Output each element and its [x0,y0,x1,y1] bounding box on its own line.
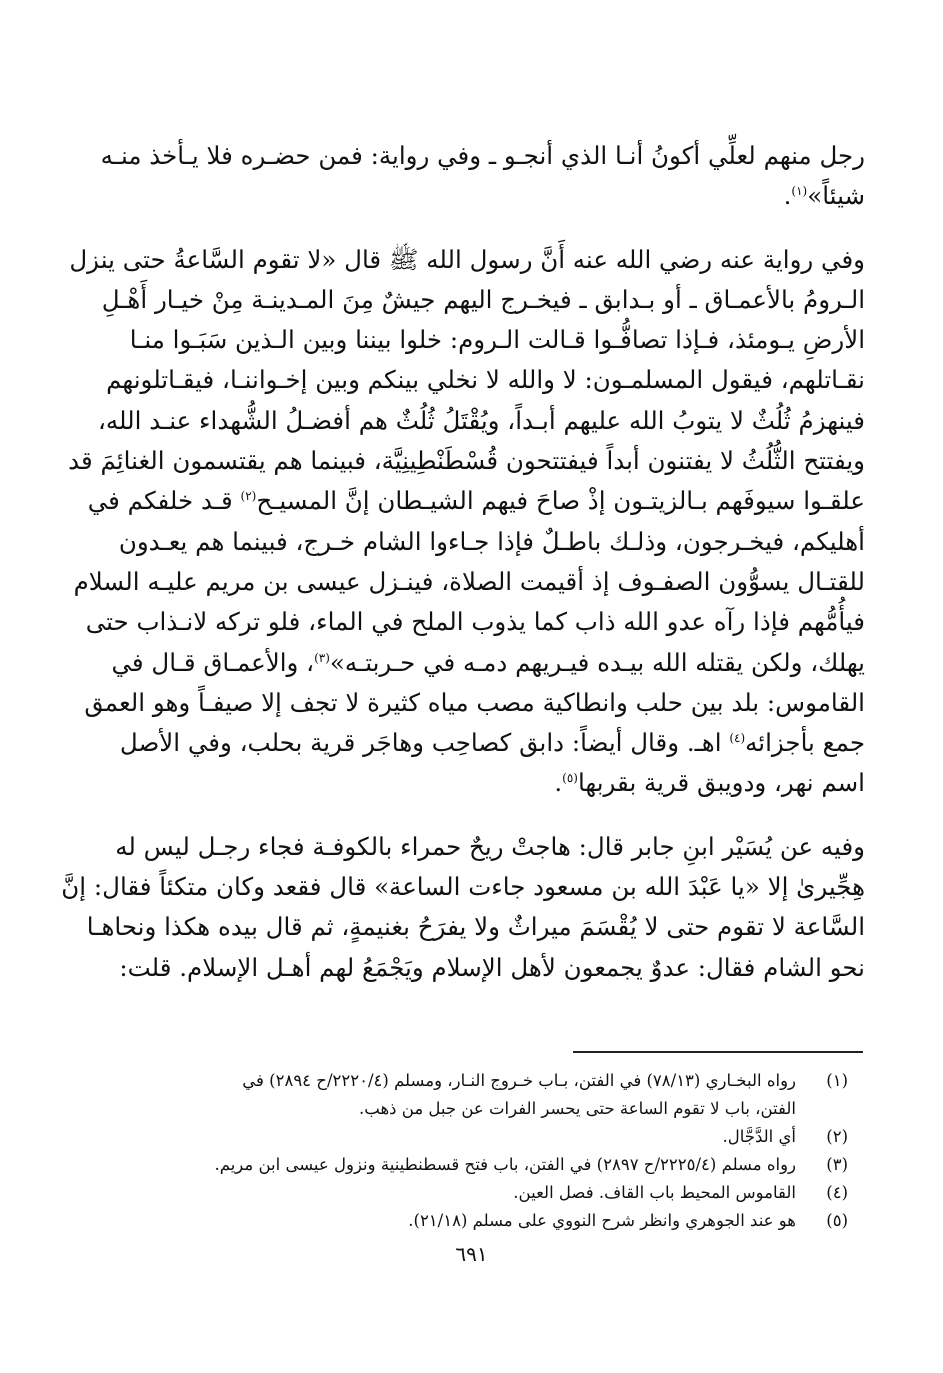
text-line: ويفتتح الثُّلُثُ لا يفتنون أبداً فيفتتحون قُسْطَنْطِينِيَّة، فبينما هم يقتسمون الغنائِمَ قد [68,446,865,476]
text-fragment: . [783,181,792,211]
text-line [78,481,865,521]
text-line [78,723,865,763]
footnote-text [78,1151,796,1179]
text-fragment: قـد خلفكم في [87,486,241,516]
footnote-ref-5[interactable]: (٥) [562,771,578,786]
text-line: فيأُمُّهم فإذا رآه عدو الله ذاب كما يذوب الملح في الماء، فلو تركه لانـذاب حتى [85,607,865,637]
footnote-text [78,1123,796,1151]
footnote-line: رواه مسلم (٢٢٢٥/٤/ح ٢٨٩٧) في الفتن، باب فتح قسطنطينية ونزول عيسى ابن مريم. [214,1155,796,1174]
footnote-text [78,1207,796,1235]
footnote-line: القاموس المحيط باب القاف. فصل العين. [513,1183,796,1202]
text-line: نحو الشام فقال: عدوٌ يجمعون لأهل الإسلام ويَجْمَعُ لهم أهـل الإسلام. قلت: [119,952,865,982]
text-line [78,763,865,803]
text-fragment: اسم نهر، ودويبق قرية بقربها [577,768,865,798]
footnote-divider [573,1051,863,1053]
footnote-line: هو عند الجوهري وانظر شرح النووي على مسلم (٢١/١٨). [408,1211,796,1230]
footnote-3 [78,1151,848,1179]
text-line: الأرضِ يـومئذ، فـإذا تصافُّـوا قـالت الـروم: خلوا بيننا وبين الـذين سَبَـوا منـا [129,325,865,355]
text-fragment: شيئاً» [807,181,865,211]
paragraph-3 [61,827,865,988]
text-line [78,643,865,683]
footnote-number: (٢) [826,1127,848,1146]
text-fragment: علقـوا سيوفَهم بـالزيتـون إذْ صاحَ فيهم الشيـطان إنَّ المسيـح [256,486,865,516]
footnote-number: (١) [826,1071,848,1090]
footnote-text [78,1067,796,1123]
footnote-ref-4[interactable]: (٤) [729,731,746,745]
footnote-number: (٤) [826,1183,848,1202]
text-line: نقـاتلهم، فيقول المسلمـون: لا والله لا نخلي بينكم وبين إخـواننـا، فيقـاتلونهم [106,365,865,395]
footnote-number: (٣) [826,1155,848,1174]
footnote-ref-3[interactable]: (٣) [314,650,330,665]
text-line: رجل منهم لعلِّي أكونُ أنـا الذي أنجـو ـ وفي رواية: فمن حضـره فلا يـأخذ منـه [100,141,865,170]
paragraph-2 [68,240,865,804]
footnote-1 [78,1067,848,1123]
footnote-line: رواه البخـاري (٧٨/١٣) في الفتن، بـاب خـروج النـار، ومسلم (٢٢٢٠/٤/ح ٢٨٩٤) في [242,1071,796,1090]
text-line: أهليكم، فيخـرجون، وذلـك باطـلٌ فإذا جـاءوا الشام خـرج، فبينما هم يعـدون [118,526,865,556]
text-line [78,176,865,216]
footnote-2 [78,1123,848,1151]
text-fragment: ، والأعمـاق قـال في [111,647,315,677]
text-line: القاموس: بلد بين حلب وانطاكية مصب مياه كثيرة لا تجف إلا صيفـاً وهو العمق [84,687,865,717]
page-number: ٦٩١ [455,1242,488,1266]
text-fragment: . [554,768,563,798]
text-fragment: يهلك، ولكن يقتله الله بيـده فيـريهم دمـه في حـربتـه» [329,647,865,677]
text-line: وفيه عن يُسَيْر ابنِ جابر قال: هاجتْ ريحٌ حمراء بالكوفـة فجاء رجـل ليس له [115,831,865,861]
footnote-ref-1[interactable]: (١) [791,184,808,199]
text-line: السَّاعة لا تقوم حتى لا يُقْسَمَ ميراثٌ ولا يفرَحُ بغنيمةٍ، ثم قال بيده هكذا ونحاهـا [86,912,865,942]
footnote-text [78,1179,796,1207]
footnote-line: أي الدَّجَّال. [722,1127,796,1146]
text-fragment: اهـ. وقال أيضاً: دابق كصاحِب وهاجَر قرية بحلب، وفي الأصل [119,728,730,758]
footnote-number: (٥) [826,1211,848,1230]
text-line: للقتـال يسوُّون الصفـوف إذ أقيمت الصلاة، فينـزل عيسى بن مريم عليـه السلام [73,566,865,596]
text-line: وفي رواية عنه رضي الله عنه أَنَّ رسول الله ﷺ قال «لا تقوم السَّاعةُ حتى ينزل [69,244,865,274]
footnote-5 [78,1207,848,1235]
footnote-ref-2[interactable]: (٢) [240,489,257,504]
footnote-line: الفتن، باب لا تقوم الساعة حتى يحسر الفرات عن جبل من ذهب. [359,1099,796,1118]
text-line: هِجِّيرىٰ إلا «يا عَبْدَ الله بن مسعود جاءت الساعة» قال فقعد وكان متكئاً فقال: إنَّ [61,872,865,902]
paragraph-1 [78,136,865,217]
footnotes-list [78,1067,848,1235]
footnote-4 [78,1179,848,1207]
main-text [61,136,865,988]
text-line: فينهزمُ ثُلُثٌ لا يتوبُ الله عليهم أبـداً، ويُقْتَلُ ثُلُثٌ هم أفضـلُ الشُّهداء عنـد الله، [97,405,865,435]
text-fragment: جمع بأجزائه [745,728,865,758]
text-line: الـرومُ بالأعمـاق ـ أو بـدابق ـ فيخـرج اليهم جيشٌ مِنَ المـدينـة مِنْ خيـار أَهْـلِ [101,284,865,314]
